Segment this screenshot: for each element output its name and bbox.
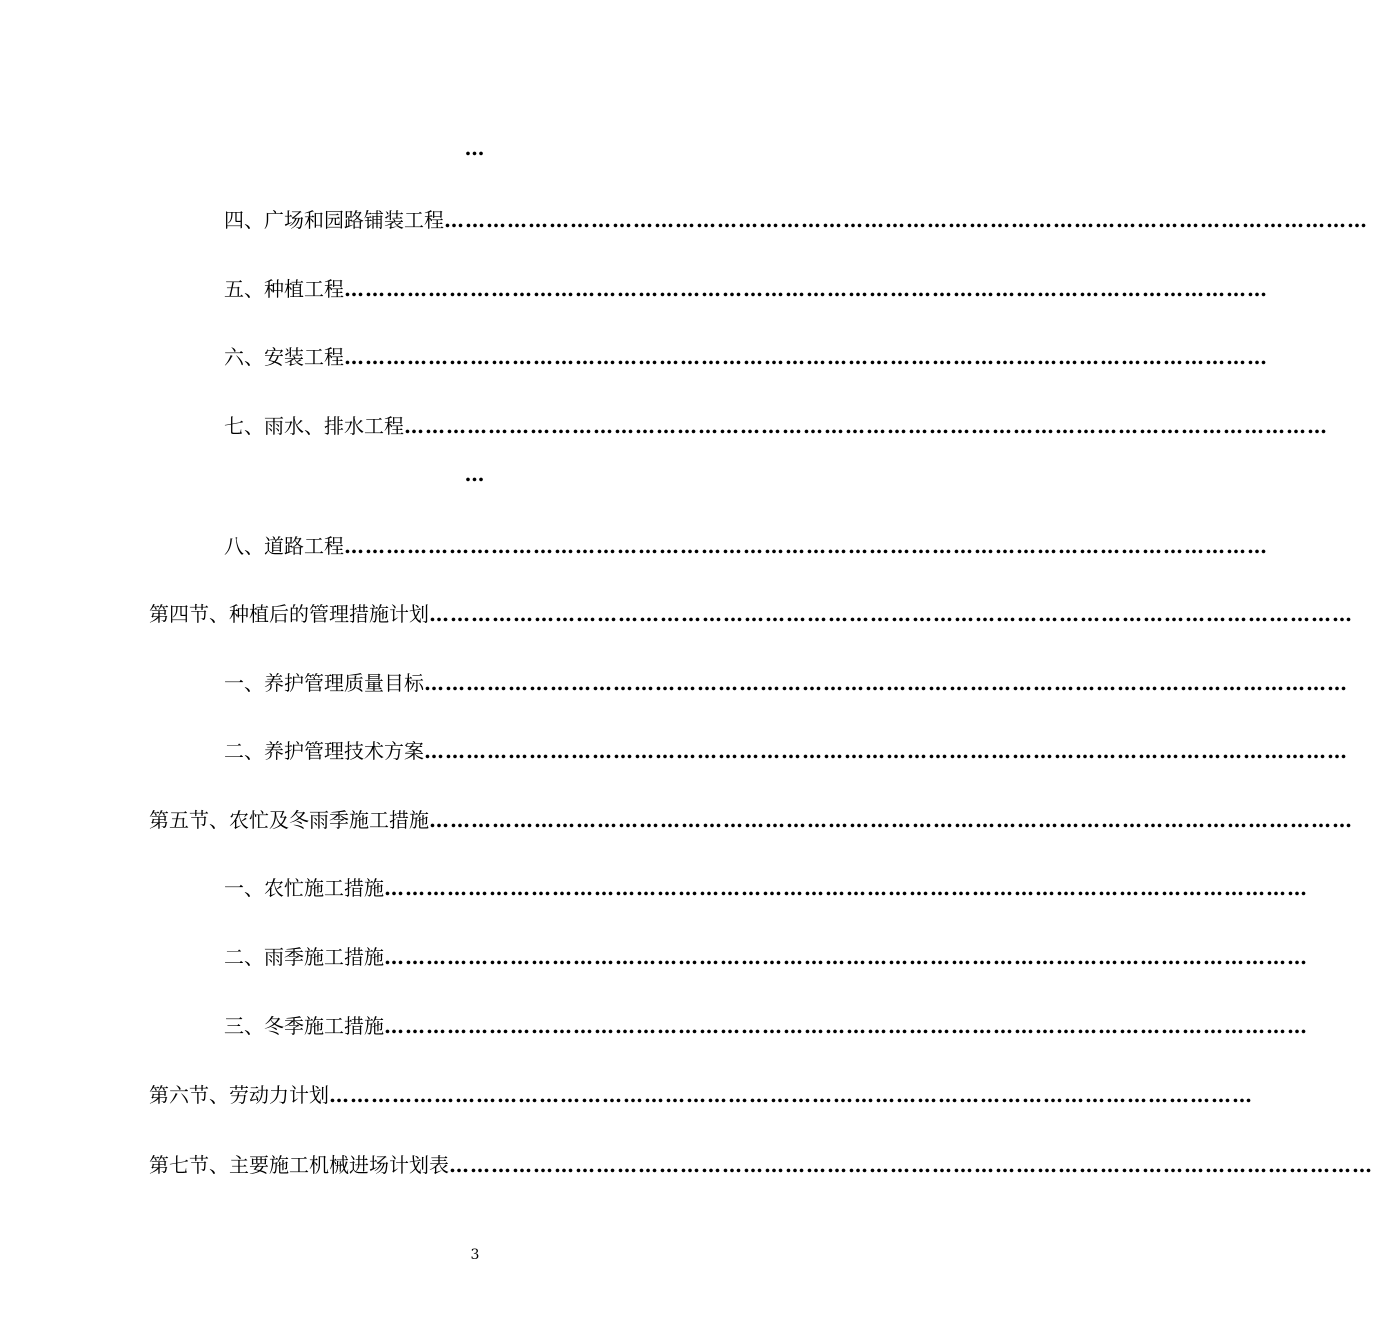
toc-entry-label: 三、冬季施工措施 xyxy=(224,1014,384,1038)
toc-entry-label: 第七节、主要施工机械进场计划表 xyxy=(149,1153,449,1177)
toc-leader-dots: …………………………………………………………………………………………………………………… xyxy=(429,808,1353,832)
toc-leader-dots: …………………………………………………………………………………………………………………… xyxy=(404,414,1328,438)
toc-section-5 xyxy=(149,806,1353,834)
toc-entry-plaza-paving xyxy=(224,206,1368,234)
continuation-dots-mid: … xyxy=(464,462,486,486)
toc-section-7 xyxy=(149,1151,1373,1179)
toc-section-6 xyxy=(149,1081,1253,1109)
toc-leader-dots: …………………………………………………………………………………………………………………… xyxy=(384,945,1308,969)
toc-entry-label: 一、农忙施工措施 xyxy=(224,876,384,900)
toc-leader-dots: …………………………………………………………………………………………………………………… xyxy=(329,1083,1253,1107)
toc-entry-rainy-season xyxy=(224,943,1308,971)
toc-leader-dots: …………………………………………………………………………………………………………………… xyxy=(384,876,1308,900)
toc-leader-dots: …………………………………………………………………………………………………………………… xyxy=(444,208,1368,232)
toc-entry-label: 八、道路工程 xyxy=(224,534,344,558)
toc-leader-dots: …………………………………………………………………………………………………………………… xyxy=(449,1153,1373,1177)
page-number: 3 xyxy=(470,1247,480,1263)
toc-entry-maintenance-goals xyxy=(224,669,1348,697)
toc-entry-label: 二、养护管理技术方案 xyxy=(224,739,424,763)
toc-entry-busy-season xyxy=(224,874,1308,902)
toc-section-4 xyxy=(149,600,1353,628)
toc-entry-label: 五、种植工程 xyxy=(224,277,344,301)
toc-entry-drainage xyxy=(224,412,1328,440)
toc-entry-label: 第四节、种植后的管理措施计划 xyxy=(149,602,429,626)
toc-entry-label: 四、广场和园路铺装工程 xyxy=(224,208,444,232)
toc-entry-road xyxy=(224,532,1268,560)
toc-leader-dots: …………………………………………………………………………………………………………………… xyxy=(344,345,1268,369)
toc-leader-dots: …………………………………………………………………………………………………………………… xyxy=(344,534,1268,558)
toc-leader-dots: …………………………………………………………………………………………………………………… xyxy=(384,1014,1308,1038)
toc-leader-dots: …………………………………………………………………………………………………………………… xyxy=(429,602,1353,626)
toc-entry-planting xyxy=(224,275,1268,303)
toc-leader-dots: …………………………………………………………………………………………………………………… xyxy=(424,739,1348,763)
toc-entry-label: 第五节、农忙及冬雨季施工措施 xyxy=(149,808,429,832)
toc-entry-maintenance-plan xyxy=(224,737,1348,765)
toc-entry-label: 第六节、劳动力计划 xyxy=(149,1083,329,1107)
toc-entry-label: 六、安装工程 xyxy=(224,345,344,369)
continuation-dots-top: … xyxy=(464,136,486,160)
toc-entry-label: 一、养护管理质量目标 xyxy=(224,671,424,695)
toc-leader-dots: …………………………………………………………………………………………………………………… xyxy=(344,277,1268,301)
toc-entry-label: 二、雨季施工措施 xyxy=(224,945,384,969)
toc-entry-winter-season xyxy=(224,1012,1308,1040)
toc-leader-dots: …………………………………………………………………………………………………………………… xyxy=(424,671,1348,695)
toc-entry-label: 七、雨水、排水工程 xyxy=(224,414,404,438)
toc-entry-installation xyxy=(224,343,1268,371)
